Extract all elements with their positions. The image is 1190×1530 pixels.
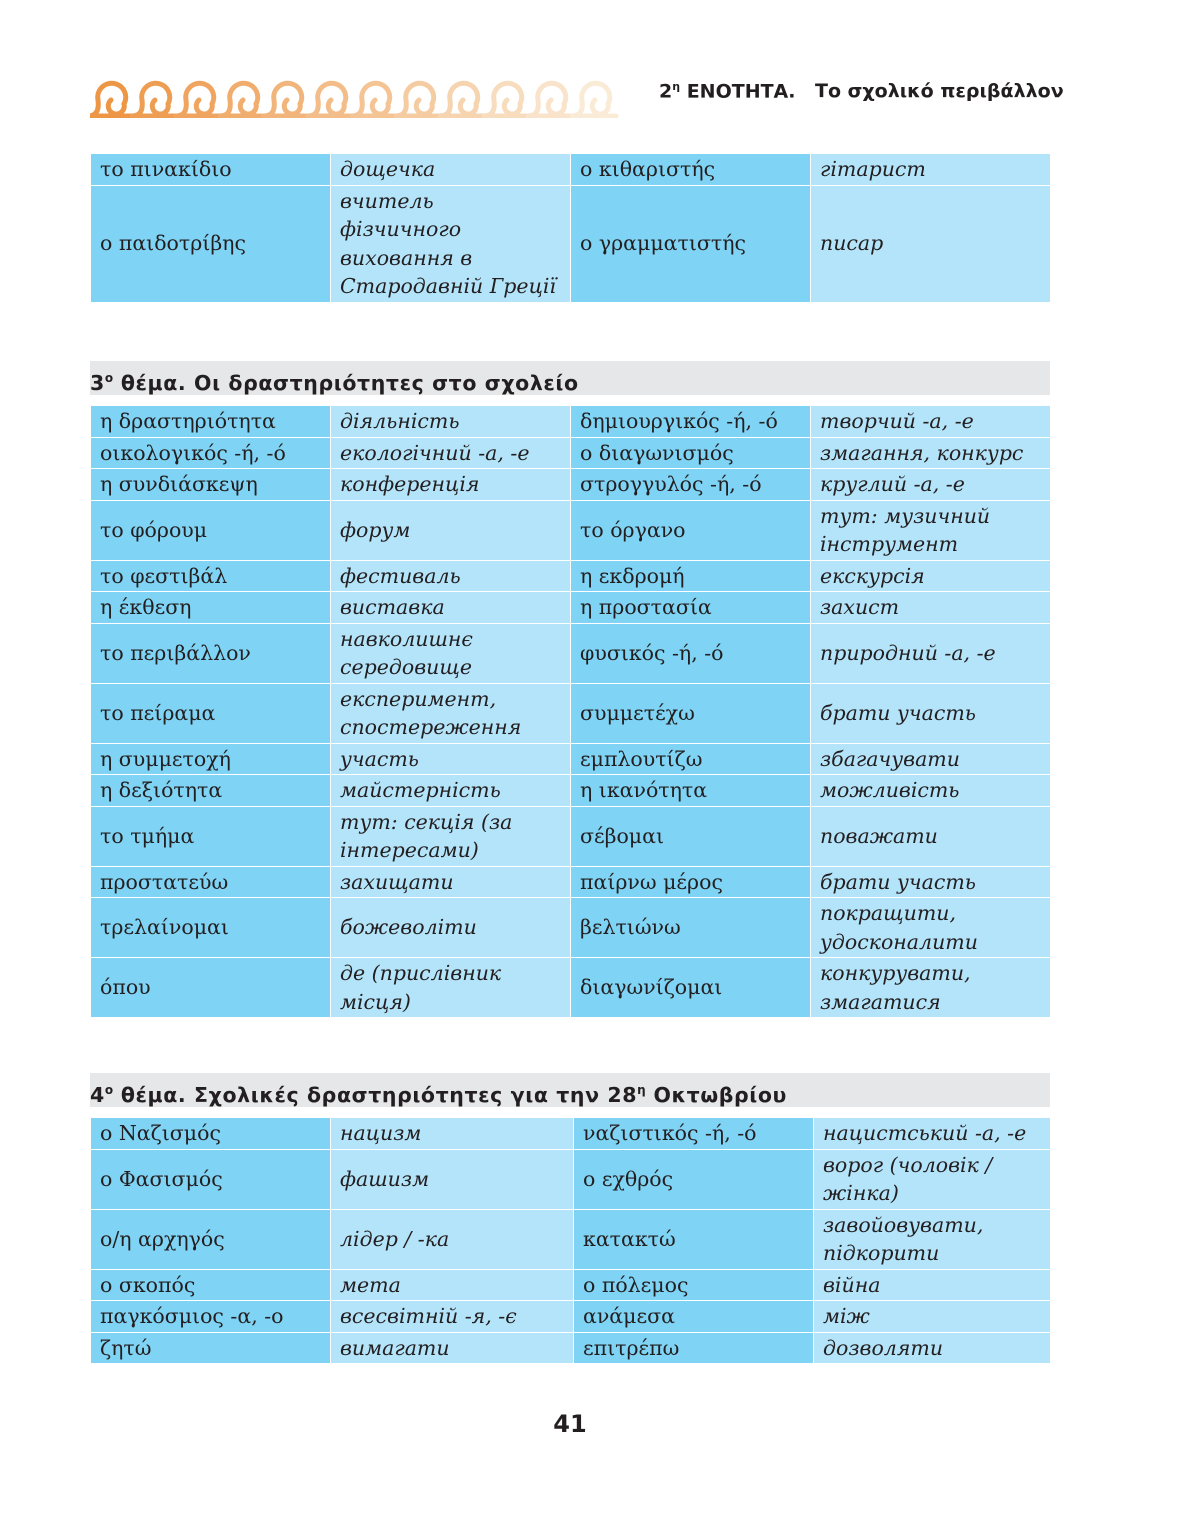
- ukrainian-translation: завойовувати, підкорити: [814, 1209, 1051, 1269]
- table-row: [91, 743, 1051, 775]
- greek-term: ο/η αρχηγός: [91, 1209, 331, 1269]
- greek-term: εμπλουτίζω: [571, 743, 811, 775]
- ukrainian-translation: дощечка: [331, 154, 571, 186]
- wave-segment: [90, 83, 132, 116]
- ukrainian-translation: експеримент, спостереження: [331, 683, 571, 743]
- wave-segment: [264, 83, 308, 116]
- greek-term: ο κιθαριστής: [571, 154, 811, 186]
- ukrainian-translation: поважати: [811, 806, 1051, 866]
- ukrainian-translation: форум: [331, 500, 571, 560]
- table-row: [91, 683, 1051, 743]
- ukrainian-translation: збагачувати: [811, 743, 1051, 775]
- greek-term: το όργανο: [571, 500, 811, 560]
- greek-term: η έκθεση: [91, 592, 331, 624]
- ukrainian-translation: конкурувати, змагатися: [811, 958, 1051, 1018]
- vocabulary-table-1: [90, 153, 1051, 303]
- table-row: [91, 623, 1051, 683]
- greek-term: κατακτώ: [574, 1209, 814, 1269]
- ukrainian-translation: захищати: [331, 866, 571, 898]
- ukrainian-translation: писар: [811, 185, 1051, 302]
- greek-term: παίρνω μέρος: [571, 866, 811, 898]
- greek-term: τρελαίνομαι: [91, 898, 331, 958]
- vocabulary-table-2: [90, 405, 1051, 1018]
- ukrainian-translation: всесвітній -я, -є: [331, 1301, 574, 1333]
- greek-term: ανάμεσα: [574, 1301, 814, 1333]
- ukrainian-translation: майстерність: [331, 775, 571, 807]
- table-row: [91, 866, 1051, 898]
- table-row: [91, 958, 1051, 1018]
- greek-term: οικολογικός -ή, -ό: [91, 437, 331, 469]
- greek-term: ο σκοπός: [91, 1269, 331, 1301]
- table-row: [91, 469, 1051, 501]
- ukrainian-translation: ворог (чоловік / жінка): [814, 1149, 1051, 1209]
- page-number: 41: [553, 1410, 587, 1438]
- ukrainian-translation: брати участь: [811, 866, 1051, 898]
- greek-term: η συμμετοχή: [91, 743, 331, 775]
- table-row: [91, 500, 1051, 560]
- greek-term: επιτρέπω: [574, 1332, 814, 1364]
- ukrainian-translation: вчитель фізчичного виховання в Стародавній Греції: [331, 185, 571, 302]
- ukrainian-translation: навколишнє середовище: [331, 623, 571, 683]
- table-row: [91, 560, 1051, 592]
- greek-term: δημιουργικός -ή, -ό: [571, 406, 811, 438]
- table-row: [91, 437, 1051, 469]
- ukrainian-translation: діяльність: [331, 406, 571, 438]
- ukrainian-translation: творчий -а, -е: [811, 406, 1051, 438]
- greek-term: προστατεύω: [91, 866, 331, 898]
- table-row: [91, 898, 1051, 958]
- wave-segment: [484, 83, 528, 116]
- greek-term: ο διαγωνισμός: [571, 437, 811, 469]
- table-row: [91, 775, 1051, 807]
- greek-term: η δραστηριότητα: [91, 406, 331, 438]
- greek-term: το περιβάλλον: [91, 623, 331, 683]
- wave-segment: [308, 83, 352, 116]
- ukrainian-translation: нацистський -а, -е: [814, 1118, 1051, 1150]
- ukrainian-translation: круглий -а, -е: [811, 469, 1051, 501]
- ukrainian-translation: тут: секція (за інтересами): [331, 806, 571, 866]
- greek-term: συμμετέχω: [571, 683, 811, 743]
- table-row: [91, 1332, 1051, 1364]
- ukrainian-translation: змагання, конкурс: [811, 437, 1051, 469]
- ukrainian-translation: виставка: [331, 592, 571, 624]
- ukrainian-translation: тут: музичний інструмент: [811, 500, 1051, 560]
- greek-term: η ικανότητα: [571, 775, 811, 807]
- ukrainian-translation: фестиваль: [331, 560, 571, 592]
- section-title-4: $4^o$ θέμα. Σχολικές δραστηριότητες για την $28^\eta$ Οκτωβρίου: [90, 1073, 1050, 1107]
- ukrainian-translation: між: [814, 1301, 1051, 1333]
- greek-term: ζητώ: [91, 1332, 331, 1364]
- unit-title: Το σχολικό περιβάλλον: [815, 80, 1064, 102]
- ukrainian-translation: покращити, удосконалити: [811, 898, 1051, 958]
- table-row: [91, 1209, 1051, 1269]
- table-row: [91, 185, 1051, 302]
- table-row: [91, 1301, 1051, 1333]
- ukrainian-translation: захист: [811, 592, 1051, 624]
- greek-term: η προστασία: [571, 592, 811, 624]
- wave-segment: [220, 83, 264, 116]
- wave-segment: [352, 83, 396, 116]
- ukrainian-translation: можливість: [811, 775, 1051, 807]
- greek-term: παγκόσμιος -α, -ο: [91, 1301, 331, 1333]
- ukrainian-translation: екскурсія: [811, 560, 1051, 592]
- greek-term: η δεξιότητα: [91, 775, 331, 807]
- wave-segment: [440, 83, 484, 116]
- ukrainian-translation: конференція: [331, 469, 571, 501]
- greek-term: το πινακίδιο: [91, 154, 331, 186]
- greek-term: ναζιστικός -ή, -ό: [574, 1118, 814, 1150]
- ukrainian-translation: природний -а, -е: [811, 623, 1051, 683]
- greek-term: στρογγυλός -ή, -ό: [571, 469, 811, 501]
- greek-term: ο πόλεμος: [574, 1269, 814, 1301]
- greek-term: το φεστιβάλ: [91, 560, 331, 592]
- table-row: [91, 154, 1051, 186]
- table-row: [91, 1149, 1051, 1209]
- wave-segment: [396, 83, 440, 116]
- ukrainian-translation: лідер / -ка: [331, 1209, 574, 1269]
- vocabulary-table-3: [90, 1117, 1051, 1364]
- table-row: [91, 806, 1051, 866]
- greek-wave-ornament-icon: [90, 78, 650, 118]
- unit-label: $2^\eta$ ΕΝΟΤΗΤΑ.: [659, 80, 796, 103]
- greek-term: το τμήμα: [91, 806, 331, 866]
- greek-term: όπου: [91, 958, 331, 1018]
- ukrainian-translation: війна: [814, 1269, 1051, 1301]
- greek-term: ο εχθρός: [574, 1149, 814, 1209]
- ukrainian-translation: дозволяти: [814, 1332, 1051, 1364]
- wave-segment: [176, 83, 220, 116]
- greek-term: το πείραμα: [91, 683, 331, 743]
- greek-term: ο παιδοτρίβης: [91, 185, 331, 302]
- greek-term: βελτιώνω: [571, 898, 811, 958]
- greek-term: η συνδιάσκεψη: [91, 469, 331, 501]
- ukrainian-translation: екологічний -а, -е: [331, 437, 571, 469]
- ukrainian-translation: де (прислівник місця): [331, 958, 571, 1018]
- greek-term: ο Ναζισμός: [91, 1118, 331, 1150]
- greek-term: σέβομαι: [571, 806, 811, 866]
- ukrainian-translation: гітарист: [811, 154, 1051, 186]
- table-row: [91, 1269, 1051, 1301]
- greek-term: διαγωνίζομαι: [571, 958, 811, 1018]
- ukrainian-translation: божеволіти: [331, 898, 571, 958]
- greek-term: η εκδρομή: [571, 560, 811, 592]
- table-row: [91, 1118, 1051, 1150]
- section-title-3: $3^o$ θέμα. Οι δραστηριότητες στο σχολείο: [90, 361, 1050, 395]
- greek-term: ο γραμματιστής: [571, 185, 811, 302]
- ukrainian-translation: нацизм: [331, 1118, 574, 1150]
- page-header: [0, 70, 1190, 120]
- ukrainian-translation: вимагати: [331, 1332, 574, 1364]
- wave-segment: [528, 83, 572, 116]
- ukrainian-translation: фашизм: [331, 1149, 574, 1209]
- ukrainian-translation: участь: [331, 743, 571, 775]
- wave-segment: [132, 83, 176, 116]
- greek-term: φυσικός -ή, -ό: [571, 623, 811, 683]
- greek-term: ο Φασισμός: [91, 1149, 331, 1209]
- ukrainian-translation: брати участь: [811, 683, 1051, 743]
- ukrainian-translation: мета: [331, 1269, 574, 1301]
- greek-term: το φόρουμ: [91, 500, 331, 560]
- table-row: [91, 592, 1051, 624]
- table-row: [91, 406, 1051, 438]
- wave-segment: [572, 83, 616, 116]
